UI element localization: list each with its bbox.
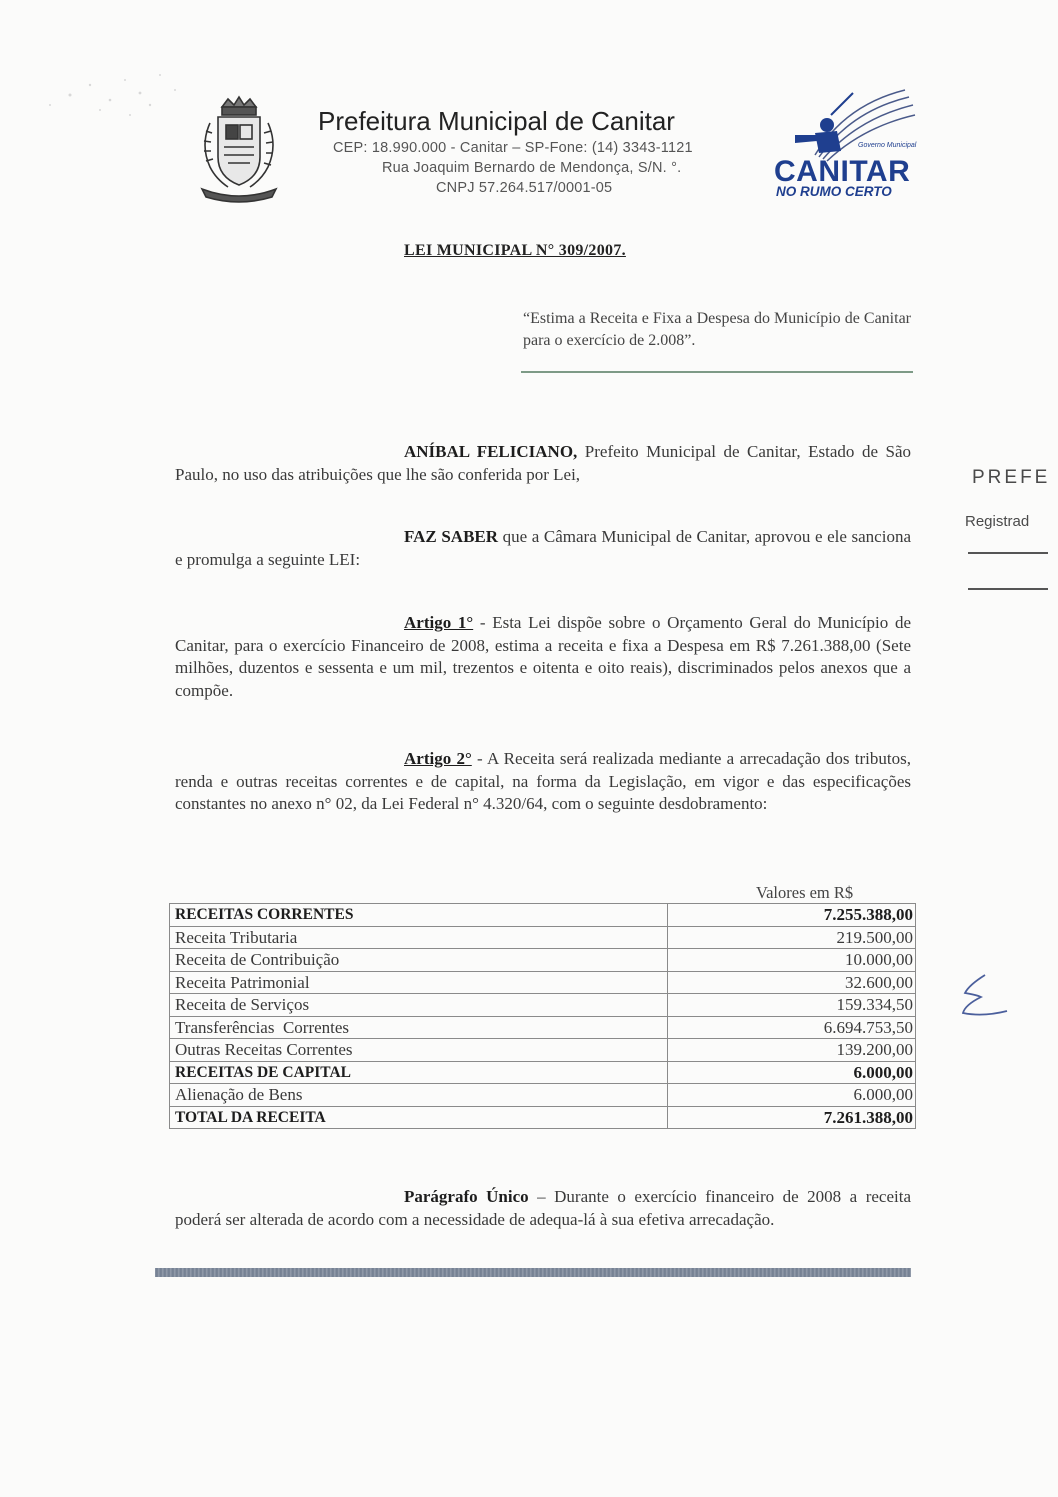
row-value: 6.000,00: [668, 1061, 916, 1084]
header-title: Prefeitura Municipal de Canitar: [318, 106, 675, 136]
revenue-table: [169, 903, 916, 1129]
stamp-line: [968, 588, 1048, 590]
row-value: 7.261.388,00: [668, 1106, 916, 1129]
row-label: RECEITAS DE CAPITAL: [170, 1061, 668, 1084]
artigo-1-text: - Esta Lei dispõe sobre o Orçamento Geral do Município de Canitar, para o exercício Financeiro de 2008, estima a receita e fixa a Despesa em R$ 7.261.388,00 (Sete milhões, duzentos e sessenta e um mil, trezentos e oitenta e oito reais), discriminados pelos anexos que a compõe.: [175, 613, 912, 700]
row-label: TOTAL DA RECEITA: [170, 1106, 668, 1129]
logo-government-label: Governo Municipal: [858, 142, 917, 149]
handwritten-initial-icon: [955, 965, 1015, 1025]
artigo-1-paragraph: [175, 612, 911, 702]
table-row: [170, 971, 916, 994]
row-label: Receita Patrimonial: [170, 971, 668, 994]
law-ementa: “Estima a Receita e Fixa a Despesa do Município de Canitar para o exercício de 2.008”.: [523, 310, 911, 349]
row-label: Receita Tributaria: [170, 926, 668, 949]
artigo-1-label: Artigo 1°: [404, 613, 474, 632]
table-row: [170, 949, 916, 972]
table-row: [170, 926, 916, 949]
row-value: 219.500,00: [668, 926, 916, 949]
logo-tagline: NO RUMO CERTO: [776, 184, 892, 199]
artigo-2-paragraph: [175, 748, 911, 816]
row-value: 10.000,00: [668, 949, 916, 972]
preamble-text: Prefeito Municipal de Canitar, Estado de São Paulo, no uso das atribuições que lhe são conferida por Lei,: [175, 442, 911, 484]
row-value: 6.694.753,50: [668, 1016, 916, 1039]
row-value: 32.600,00: [668, 971, 916, 994]
row-value: 6.000,00: [668, 1084, 916, 1107]
row-label: Receita de Serviços: [170, 994, 668, 1017]
table-row: [170, 1016, 916, 1039]
artigo-2-text: - A Receita será realizada mediante a arrecadação dos tributos, renda e outras receitas correntes e de capital, na forma da Legislação, em vigor e das especificações constantes no anexo n° 02, da Lei Federal n° 4.320/64, com o seguinte desdobramento:: [175, 749, 911, 813]
stamp-fragment-prefeitura: PREFE: [972, 467, 1051, 488]
stamp-fragment-registrado: Registrad: [965, 513, 1030, 530]
faz-saber-text: que a Câmara Municipal de Canitar, aprovou e ele sanciona e promulga a seguinte LEI:: [175, 527, 911, 569]
row-label: Transferências Correntes: [170, 1016, 668, 1039]
paragrafo-unico-label: Parágrafo Único: [404, 1187, 529, 1206]
table-row: [170, 1106, 916, 1129]
header-cnpj-line: CNPJ 57.264.517/0001-05: [436, 180, 613, 196]
table-row: [170, 904, 916, 927]
table-row: [170, 994, 916, 1017]
table-caption: Valores em R$: [756, 883, 854, 902]
paragrafo-unico-paragraph: [175, 1186, 911, 1231]
artigo-2-label: Artigo 2°: [404, 749, 472, 768]
mayor-name: ANÍBAL FELICIANO,: [404, 442, 578, 461]
table-row: [170, 1039, 916, 1062]
law-title: LEI MUNICIPAL N° 309/2007.: [404, 242, 626, 259]
faz-saber-lead: FAZ SABER: [404, 527, 499, 546]
ementa-rule: [521, 371, 913, 373]
row-value: 159.334,50: [668, 994, 916, 1017]
row-label: RECEITAS CORRENTES: [170, 904, 668, 927]
logo-brand-text: CANITAR: [774, 155, 911, 188]
preamble-paragraph: [175, 441, 911, 486]
header-address-line-1: CEP: 18.990.000 - Canitar – SP-Fone: (14) 3343-1121: [333, 140, 693, 156]
footer-bar: [155, 1268, 911, 1277]
row-label: Alienação de Bens: [170, 1084, 668, 1107]
faz-saber-paragraph: [175, 526, 911, 571]
stamp-line: [968, 552, 1048, 554]
paragrafo-unico-text: – Durante o exercício financeiro de 2008 a receita poderá ser alterada de acordo com a necessidade de adequa-lá à sua efetiva arrecadação.: [175, 1187, 911, 1229]
municipal-crest-icon: [192, 95, 286, 203]
row-label: Outras Receitas Correntes: [170, 1039, 668, 1062]
row-label: Receita de Contribuição: [170, 949, 668, 972]
header-address-line-2: Rua Joaquim Bernardo de Mendonça, S/N. °.: [382, 160, 682, 176]
row-value: 139.200,00: [668, 1039, 916, 1062]
scan-smudge: [30, 55, 200, 125]
table-row: [170, 1084, 916, 1107]
table-row: [170, 1061, 916, 1084]
row-value: 7.255.388,00: [668, 904, 916, 927]
